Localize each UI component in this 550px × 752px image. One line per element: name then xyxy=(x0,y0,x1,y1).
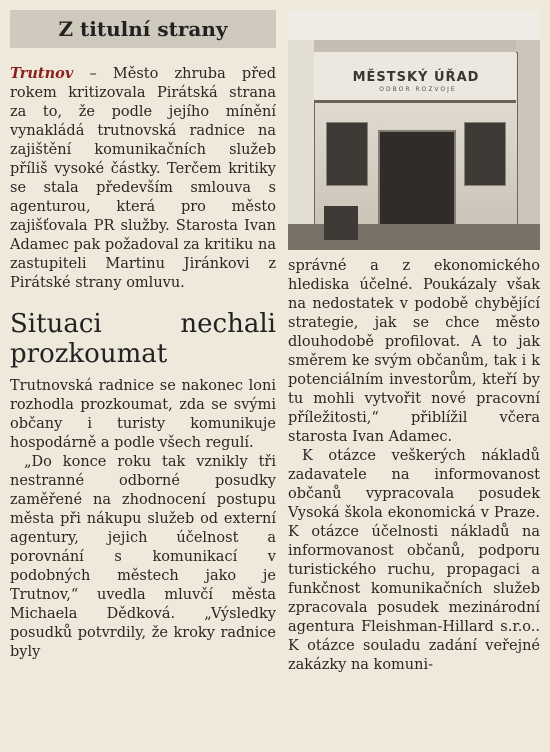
photo-entrance-door xyxy=(378,130,456,226)
dateline-place: Trutnov xyxy=(10,65,74,82)
subheading: Situaci nechali prozkoumat xyxy=(10,309,276,369)
paragraph-4: K otázce veškerých nákladů zadavatele na informovanost občanů vypracovala posudek Vysoká škola ekonomická v Praze. K otázce účelnosti nákladů na informovanost občanů, podporu turistického ruchu, propagaci a funkčnost komunikačních služeb zpracovala posudek mezinárodní agentura Fleishman-Hillard s.r.o.. K otázce souladu zadání veřejné zakázky na komuni- xyxy=(288,448,540,673)
photo-window-right xyxy=(464,122,506,186)
section-title: Z titulní strany xyxy=(10,10,276,48)
photo-sign-text: MĚSTSKÝ ÚŘAD xyxy=(352,70,480,85)
lead-paragraph xyxy=(10,64,276,293)
article-column-right xyxy=(288,257,540,675)
photo-left-wall xyxy=(288,40,314,250)
photo-window-left xyxy=(326,122,368,186)
paragraph-2: „Do konce roku tak vznikly tři nestranné odborné posudky zaměřené na zhodnocení postupu města při nákupu služeb od externí agentury, jejich účelnost a porovnání s komunikací v podobných městech jako je Trutnov,“ uvedla mluvčí města Michaela Dědková. „Výsledky posudků potvrdily, že kroky radnice byly xyxy=(10,454,276,660)
article-column-left xyxy=(10,64,276,662)
town-hall-photo xyxy=(288,10,540,250)
photo-sign-subtext: ODBOR ROZVOJE xyxy=(379,86,457,93)
photo-right-wall xyxy=(516,40,540,250)
photo-roof xyxy=(288,10,540,40)
paragraph-3: správné a z ekonomického hlediska účelné. Poukázaly však na nedostatek v podobě chybějící strategie, jak se chce město dlouhodobě profilovat. A to jak směrem ke svým občanům, tak i k potenciálním investorům, kteří by tu mohli vytvořit nové pracovní příležitosti,“ přiblížil včera starosta Ivan Adamec. xyxy=(288,258,540,445)
lead-text: Město zhruba před rokem kritizovala Pirátská strana za to, že podle jejího mínění vynakládá trutnovská radnice na zajištění komunikačních služeb příliš vysoké částky. Terčem kritiky se stala především smlouva s agenturou, která pro město zajišťovala PR služby. Starosta Ivan Adamec pak požadoval za kritiku na zastupiteli Martinu Jiránkovi z Pirátské strany omluvu. xyxy=(10,66,276,291)
photo-planter xyxy=(324,206,358,240)
paragraph-1: Trutnovská radnice se nakonec loni rozhodla prozkoumat, zda se svými občany i turisty komunikuje hospodárně a podle všech regulí. xyxy=(10,378,276,451)
dateline-dash: – xyxy=(73,66,113,82)
